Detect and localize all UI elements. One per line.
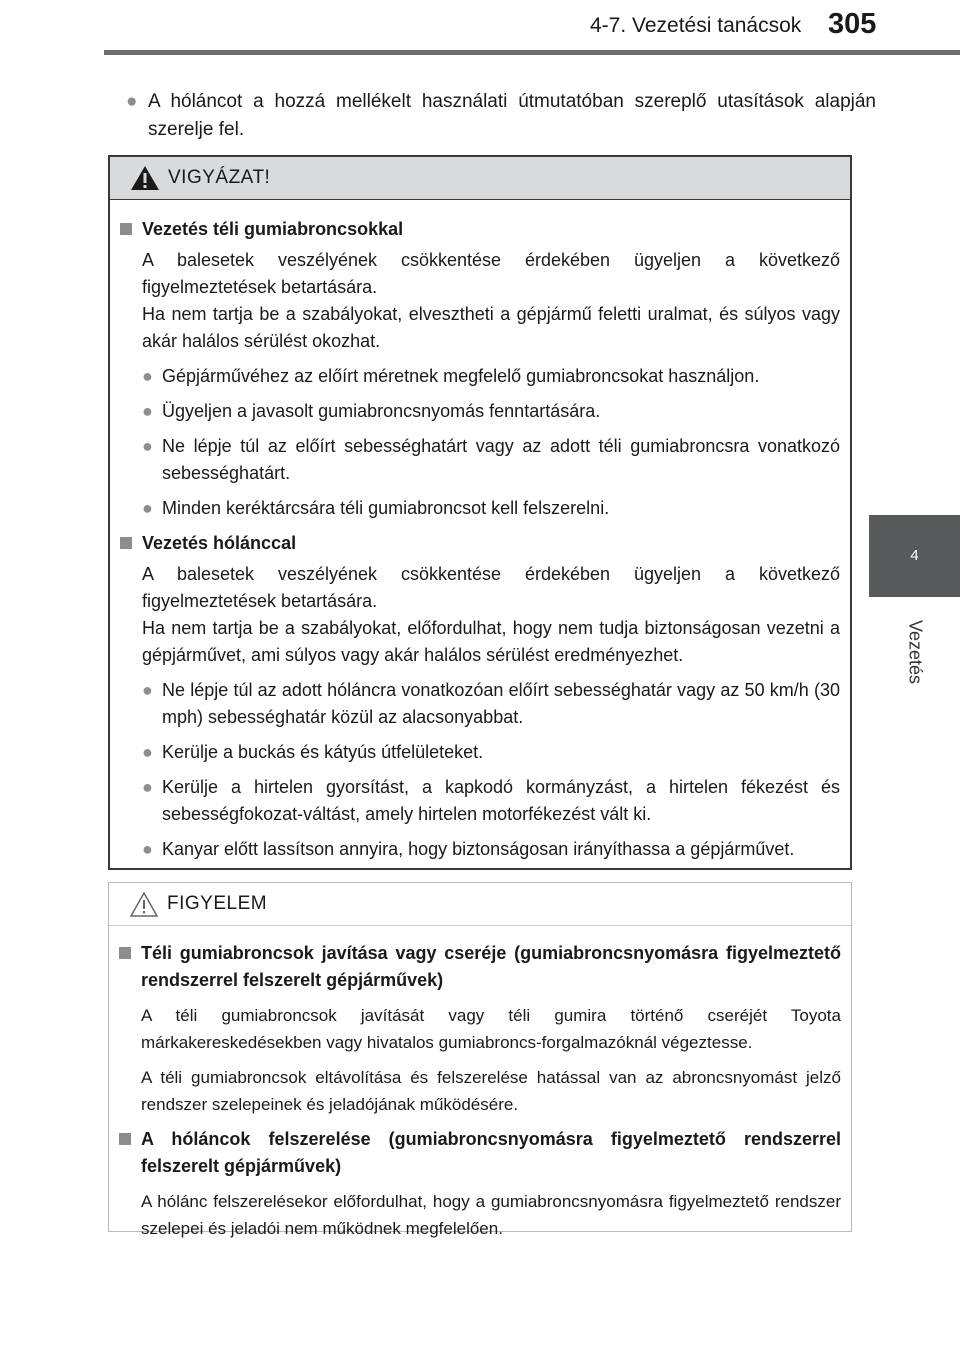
warning-body [110,200,850,863]
section-heading-text: Téli gumiabroncsok javítása vagy cseréje (gumiabroncsnyomásra figyelmeztető rendszerrel felszerelt gépjárművek) [141,943,841,990]
section-heading [119,940,841,994]
section-title: 4-7. Vezetési tanácsok [590,14,802,37]
paragraph: A téli gumiabroncsok eltávolítása és felszerelése hatással van az abroncsnyomást jelző rendszer szelepeinek és jeladójának működésére. [141,1068,841,1114]
notice-body [109,926,851,1242]
chapter-tab-label-text: Vezetés [905,619,925,685]
bullet-icon: ● [142,839,153,859]
page-number: 305 [828,8,877,40]
warning-header [110,157,850,200]
bullet-icon: ● [142,401,153,421]
paragraph: Ha nem tartja be a szabályokat, elvesztheti a gépjármű feletti uralmat, és súlyos vagy akár halálos sérülést okozhat. [142,304,840,351]
list-item-text: Ne lépje túl az előírt sebességhatárt vagy az adott téli gumiabroncsra vonatkozó sebességhatárt. [162,436,840,483]
list-item [120,774,840,828]
chapter-tab-number: 4 [869,515,960,597]
notice-box [108,882,852,1238]
section-heading [119,1126,841,1180]
intro-text: A hóláncot a hozzá mellékelt használati útmutatóban szereplő utasítások alapján szerelje fel. [148,91,876,140]
list-item-text: Gépjárművéhez az előírt méretnek megfelelő gumiabroncsokat használjon. [162,366,760,386]
square-bullet-icon [120,223,132,235]
list-item [120,739,840,766]
bullet-icon: ● [142,366,153,386]
header-divider [104,50,960,55]
list-item-text: Ne lépje túl az adott hóláncra vonatkozóan előírt sebességhatár vagy az 50 km/h (30 mph) sebességhatár közül az alacsonyabbat. [162,680,840,727]
caution-triangle-icon [129,891,159,917]
list-item [120,363,840,390]
paragraph: A balesetek veszélyének csökkentése érdekében ügyeljen a következő figyelmeztetések betartására. [142,250,840,297]
notice-title: FIGYELEM [167,893,268,914]
bullet-icon: ● [142,498,153,518]
paragraph: Ha nem tartja be a szabályokat, előfordulhat, hogy nem tudja biztonságosan vezetni a gépjárművet, ami súlyos vagy akár halálos sérülést eredményezhet. [142,618,840,665]
paragraph: A téli gumiabroncsok javítását vagy téli gumira történő cseréjét Toyota márkakereskedésekben vagy hivatalos gumiabroncs-forgalmazóknál végeztesse. [141,1006,841,1052]
notice-header [109,883,851,926]
list-item [120,677,840,731]
list-item-text: Kanyar előtt lassítson annyira, hogy biztonságosan irányíthassa a gépjárművet. [162,839,795,859]
intro-bullet [126,88,876,144]
warning-title: VIGYÁZAT! [168,167,271,188]
list-item [120,495,840,522]
warning-triangle-icon [130,165,160,191]
bullet-icon: ● [126,91,138,112]
bullet-icon: ● [142,777,153,797]
section-heading-text: Vezetés hólánccal [142,533,297,553]
section-heading-text: A hóláncok felszerelése (gumiabroncsnyomásra figyelmeztető rendszerrel felszerelt gépjárművek) [141,1129,841,1176]
paragraph: A balesetek veszélyének csökkentése érdekében ügyeljen a következő figyelmeztetések betartására. [142,564,840,611]
section-heading-text: Vezetés téli gumiabroncsokkal [142,219,404,239]
list-item [120,433,840,487]
square-bullet-icon [120,537,132,549]
bullet-icon: ● [142,742,153,762]
section-heading [120,530,840,557]
list-item-text: Kerülje a hirtelen gyorsítást, a kapkodó kormányzást, a hirtelen fékezést és sebességfokozat-váltást, amely hirtelen motorfékezést vált ki. [162,777,840,824]
section-heading [120,216,840,243]
chapter-tab-label [869,597,960,707]
list-item-text: Minden keréktárcsára téli gumiabroncsot kell felszerelni. [162,498,610,518]
square-bullet-icon [119,1133,131,1145]
paragraph: A hólánc felszerelésekor előfordulhat, hogy a gumiabroncsnyomásra figyelmeztető rendszer szelepei és jeladói nem működnek megfelelően. [141,1192,841,1238]
warning-box [108,155,852,870]
list-item [120,836,840,863]
list-item-text: Ügyeljen a javasolt gumiabroncsnyomás fenntartására. [162,401,601,421]
bullet-icon: ● [142,680,153,700]
square-bullet-icon [119,947,131,959]
list-item-text: Kerülje a buckás és kátyús útfelületeket. [162,742,484,762]
bullet-icon: ● [142,436,153,456]
list-item [120,398,840,425]
